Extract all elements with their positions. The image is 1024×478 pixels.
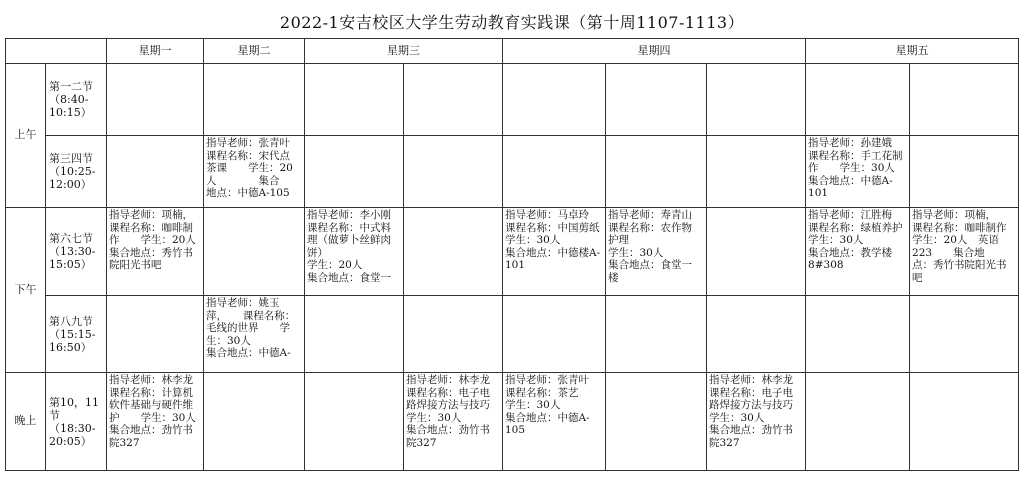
slot-1-2: 第一二节 （8:40- 10:15） (46, 64, 107, 136)
course-cell: 指导老师：姚玉 萍， 课程名称： 毛线的世界 学 生：30人 集合地点：中德A- (204, 296, 305, 373)
course-cell: 指导老师：林李龙 课程名称：电子电 路焊接方法与技巧 学生：30人 集合地点：劲竹书 院327 (707, 373, 806, 471)
empty-cell (806, 296, 910, 373)
empty-cell (806, 373, 910, 471)
table-row (6, 64, 1019, 136)
empty-cell (606, 64, 707, 136)
empty-cell (107, 64, 204, 136)
course-cell: 指导老师：李小刚 课程名称：中式料 理（做萝卜丝鲜肉 饼） 学生：20人 集合地点：食堂一 (305, 208, 404, 296)
course-cell: 指导老师：孙建娥 课程名称：手工花制 作 学生：30人 集合地点：中德A- 101 (806, 136, 910, 208)
course-cell: 指导老师：马卓玲 课程名称：中国剪纸 学生：30人 集合地点：中德楼A- 101 (503, 208, 606, 296)
empty-cell (707, 296, 806, 373)
empty-cell (404, 296, 503, 373)
empty-cell (305, 136, 404, 208)
empty-cell (305, 296, 404, 373)
table-row (6, 373, 1019, 471)
empty-cell (204, 373, 305, 471)
empty-cell (503, 64, 606, 136)
empty-cell (404, 208, 503, 296)
empty-cell (503, 296, 606, 373)
schedule-table (5, 38, 1019, 471)
empty-cell (707, 136, 806, 208)
day-header-fri: 星期五 (806, 39, 1019, 64)
day-header-mon: 星期一 (107, 39, 204, 64)
slot-8-9: 第八九节 （15:15- 16:50） (46, 296, 107, 373)
period-morning: 上午 (6, 64, 46, 208)
empty-cell (305, 64, 404, 136)
course-cell: 指导老师：林李龙 课程名称：计算机 软件基础与硬件维 护 学生：30人 集合地点：劲竹书 院327 (107, 373, 204, 471)
table-row (6, 208, 1019, 296)
empty-cell (910, 373, 1019, 471)
empty-cell (404, 64, 503, 136)
day-header-thu: 星期四 (503, 39, 806, 64)
course-cell: 指导老师：林李龙 课程名称：电子电 路焊接方法与技巧 学生：30人 集合地点：劲竹书 院327 (404, 373, 503, 471)
period-afternoon: 下午 (6, 208, 46, 373)
day-header-wed: 星期三 (305, 39, 503, 64)
page-title: 2022-1安吉校区大学生劳动教育实践课（第十周1107-1113） (279, 13, 745, 32)
slot-10-11: 第10，11 节 （18:30- 20:05） (46, 373, 107, 471)
empty-cell (204, 208, 305, 296)
course-cell: 指导老师：张青叶 课程名称：宋代点 茶课 学生：20 人 集合 地点：中德A-105 (204, 136, 305, 208)
course-cell: 指导老师：项楠， 课程名称：咖啡制 作 学生：20人 集合地点：秀竹书 院阳光书吧 (107, 208, 204, 296)
empty-cell (404, 136, 503, 208)
empty-cell (910, 64, 1019, 136)
empty-cell (503, 136, 606, 208)
course-cell: 指导老师：寿青山 课程名称：农作物 护理 学生：30人 集合地点：食堂一 楼 (606, 208, 707, 296)
course-cell: 指导老师：张青叶 课程名称：茶艺 学生：30人 集合地点：中德A- 105 (503, 373, 606, 471)
empty-cell (707, 64, 806, 136)
empty-cell (806, 64, 910, 136)
header-row (6, 39, 1019, 64)
table-row (6, 296, 1019, 373)
slot-6-7: 第六七节 （13:30- 15:05） (46, 208, 107, 296)
empty-cell (707, 208, 806, 296)
empty-cell (606, 296, 707, 373)
table-row (6, 136, 1019, 208)
slot-3-4: 第三四节 （10:25- 12:00） (46, 136, 107, 208)
empty-cell (204, 64, 305, 136)
empty-cell (107, 136, 204, 208)
course-cell: 指导老师：江胜梅 课程名称：绿植养护 学生：30人 集合地点：教学楼 8#308 (806, 208, 910, 296)
day-header-tue: 星期二 (204, 39, 305, 64)
empty-cell (107, 296, 204, 373)
empty-cell (606, 373, 707, 471)
empty-cell (910, 296, 1019, 373)
corner-cell (6, 39, 107, 64)
course-cell: 指导老师：项楠， 课程名称：咖啡制作 学生：20人 英语 223 集合地 点：秀竹书院阳光书 吧 (910, 208, 1019, 296)
period-evening: 晚上 (6, 373, 46, 471)
empty-cell (305, 373, 404, 471)
empty-cell (606, 136, 707, 208)
empty-cell (910, 136, 1019, 208)
